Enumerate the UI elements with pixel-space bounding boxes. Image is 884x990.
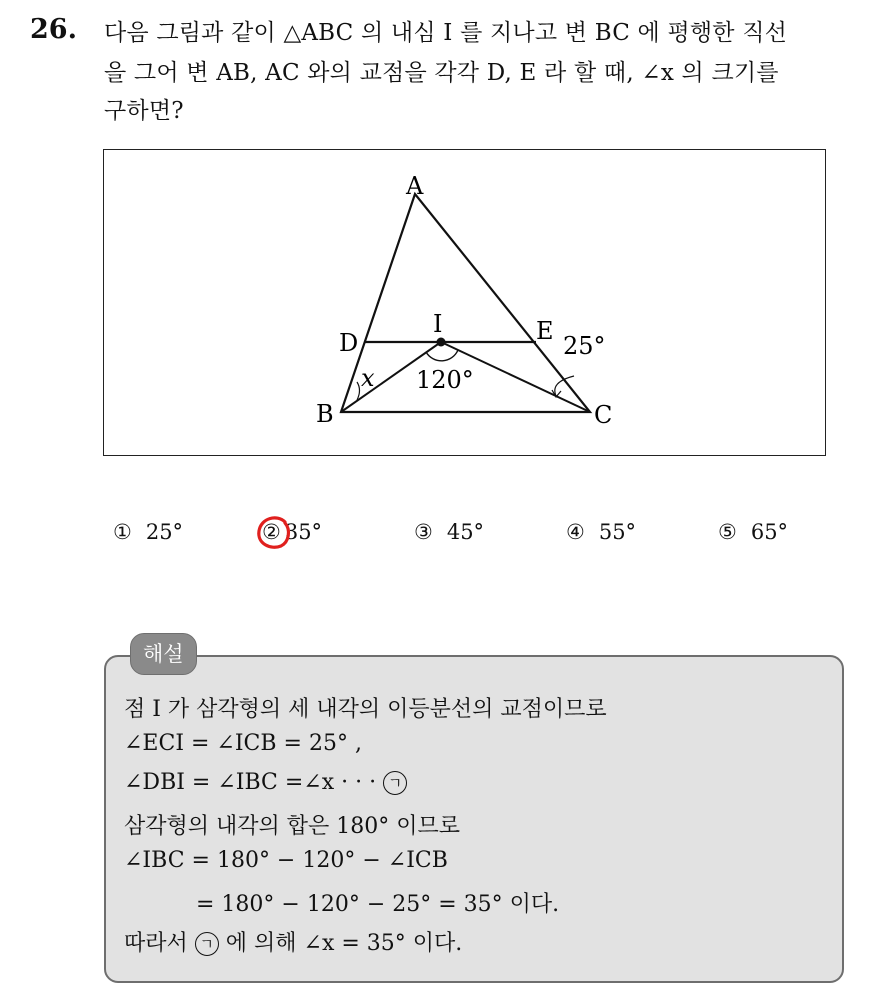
choice-2[interactable] <box>262 520 322 544</box>
arrowhead <box>552 390 561 397</box>
angle-arrow-25 <box>555 376 574 396</box>
label-x: x <box>361 364 375 392</box>
question-number: 26. <box>30 14 77 45</box>
label-a: A <box>406 172 424 200</box>
question-text-line-1: 다음 그림과 같이 △ABC 의 내심 I 를 지나고 변 BC 에 평행한 직선 <box>104 20 788 46</box>
solution-line-7-text: 따라서 <box>124 931 188 956</box>
angle-arc-bic <box>426 350 458 361</box>
angle-arc-x <box>357 382 360 400</box>
triangle-diagram <box>104 150 827 457</box>
label-b: B <box>316 400 334 428</box>
solution-line-7-tail: 에 의해 ∠x = 35° 이다. <box>225 931 463 956</box>
solution-line-2: ∠ECI = ∠ICB = 25° , <box>124 731 362 756</box>
choice-value: 65° <box>750 520 789 544</box>
incenter-point <box>437 338 446 347</box>
solution-line-3-text: ∠DBI = ∠IBC =∠x · · · <box>124 770 377 795</box>
label-d: D <box>339 329 359 357</box>
choice-value: 45° <box>446 520 485 544</box>
circled-marker: ㄱ <box>195 932 219 956</box>
choice-number: ④ <box>566 520 585 544</box>
label-120: 120° <box>416 366 474 394</box>
choice-value: 25° <box>145 520 184 544</box>
solution-line-4: 삼각형의 내각의 합은 180° 이므로 <box>124 814 460 839</box>
solution-tag: 해설 <box>130 633 197 675</box>
solution-line-3 <box>124 770 407 795</box>
label-i: I <box>433 310 443 338</box>
choice-3[interactable] <box>414 520 484 544</box>
selected-answer-ring <box>255 514 293 552</box>
solution-line-7 <box>124 926 462 957</box>
choice-value: 55° <box>598 520 637 544</box>
label-25: 25° <box>563 332 606 360</box>
solution-line-1: 점 I 가 삼각형의 세 내각의 이등분선의 교점이므로 <box>124 697 607 722</box>
solution-line-6: = 180° − 120° − 25° = 35° 이다. <box>196 892 560 917</box>
question-text-line-2: 을 그어 변 AB, AC 와의 교점을 각각 D, E 라 할 때, ∠x 의 크기를 <box>104 60 779 86</box>
circled-marker: ㄱ <box>383 771 407 795</box>
choice-number: ② <box>262 520 281 544</box>
choice-4[interactable] <box>566 520 636 544</box>
choice-number: ⑤ <box>718 520 737 544</box>
choice-1[interactable] <box>113 520 183 544</box>
choice-number: ① <box>113 520 132 544</box>
label-e: E <box>536 317 554 345</box>
figure-box <box>103 149 826 456</box>
choice-value: 35° <box>284 520 323 544</box>
choice-number: ③ <box>414 520 433 544</box>
choice-5[interactable] <box>718 520 788 544</box>
question-text-line-3: 구하면? <box>104 98 184 124</box>
answer-choices <box>0 520 884 554</box>
label-c: C <box>594 401 613 429</box>
solution-line-5: ∠IBC = 180° − 120° − ∠ICB <box>124 848 448 873</box>
